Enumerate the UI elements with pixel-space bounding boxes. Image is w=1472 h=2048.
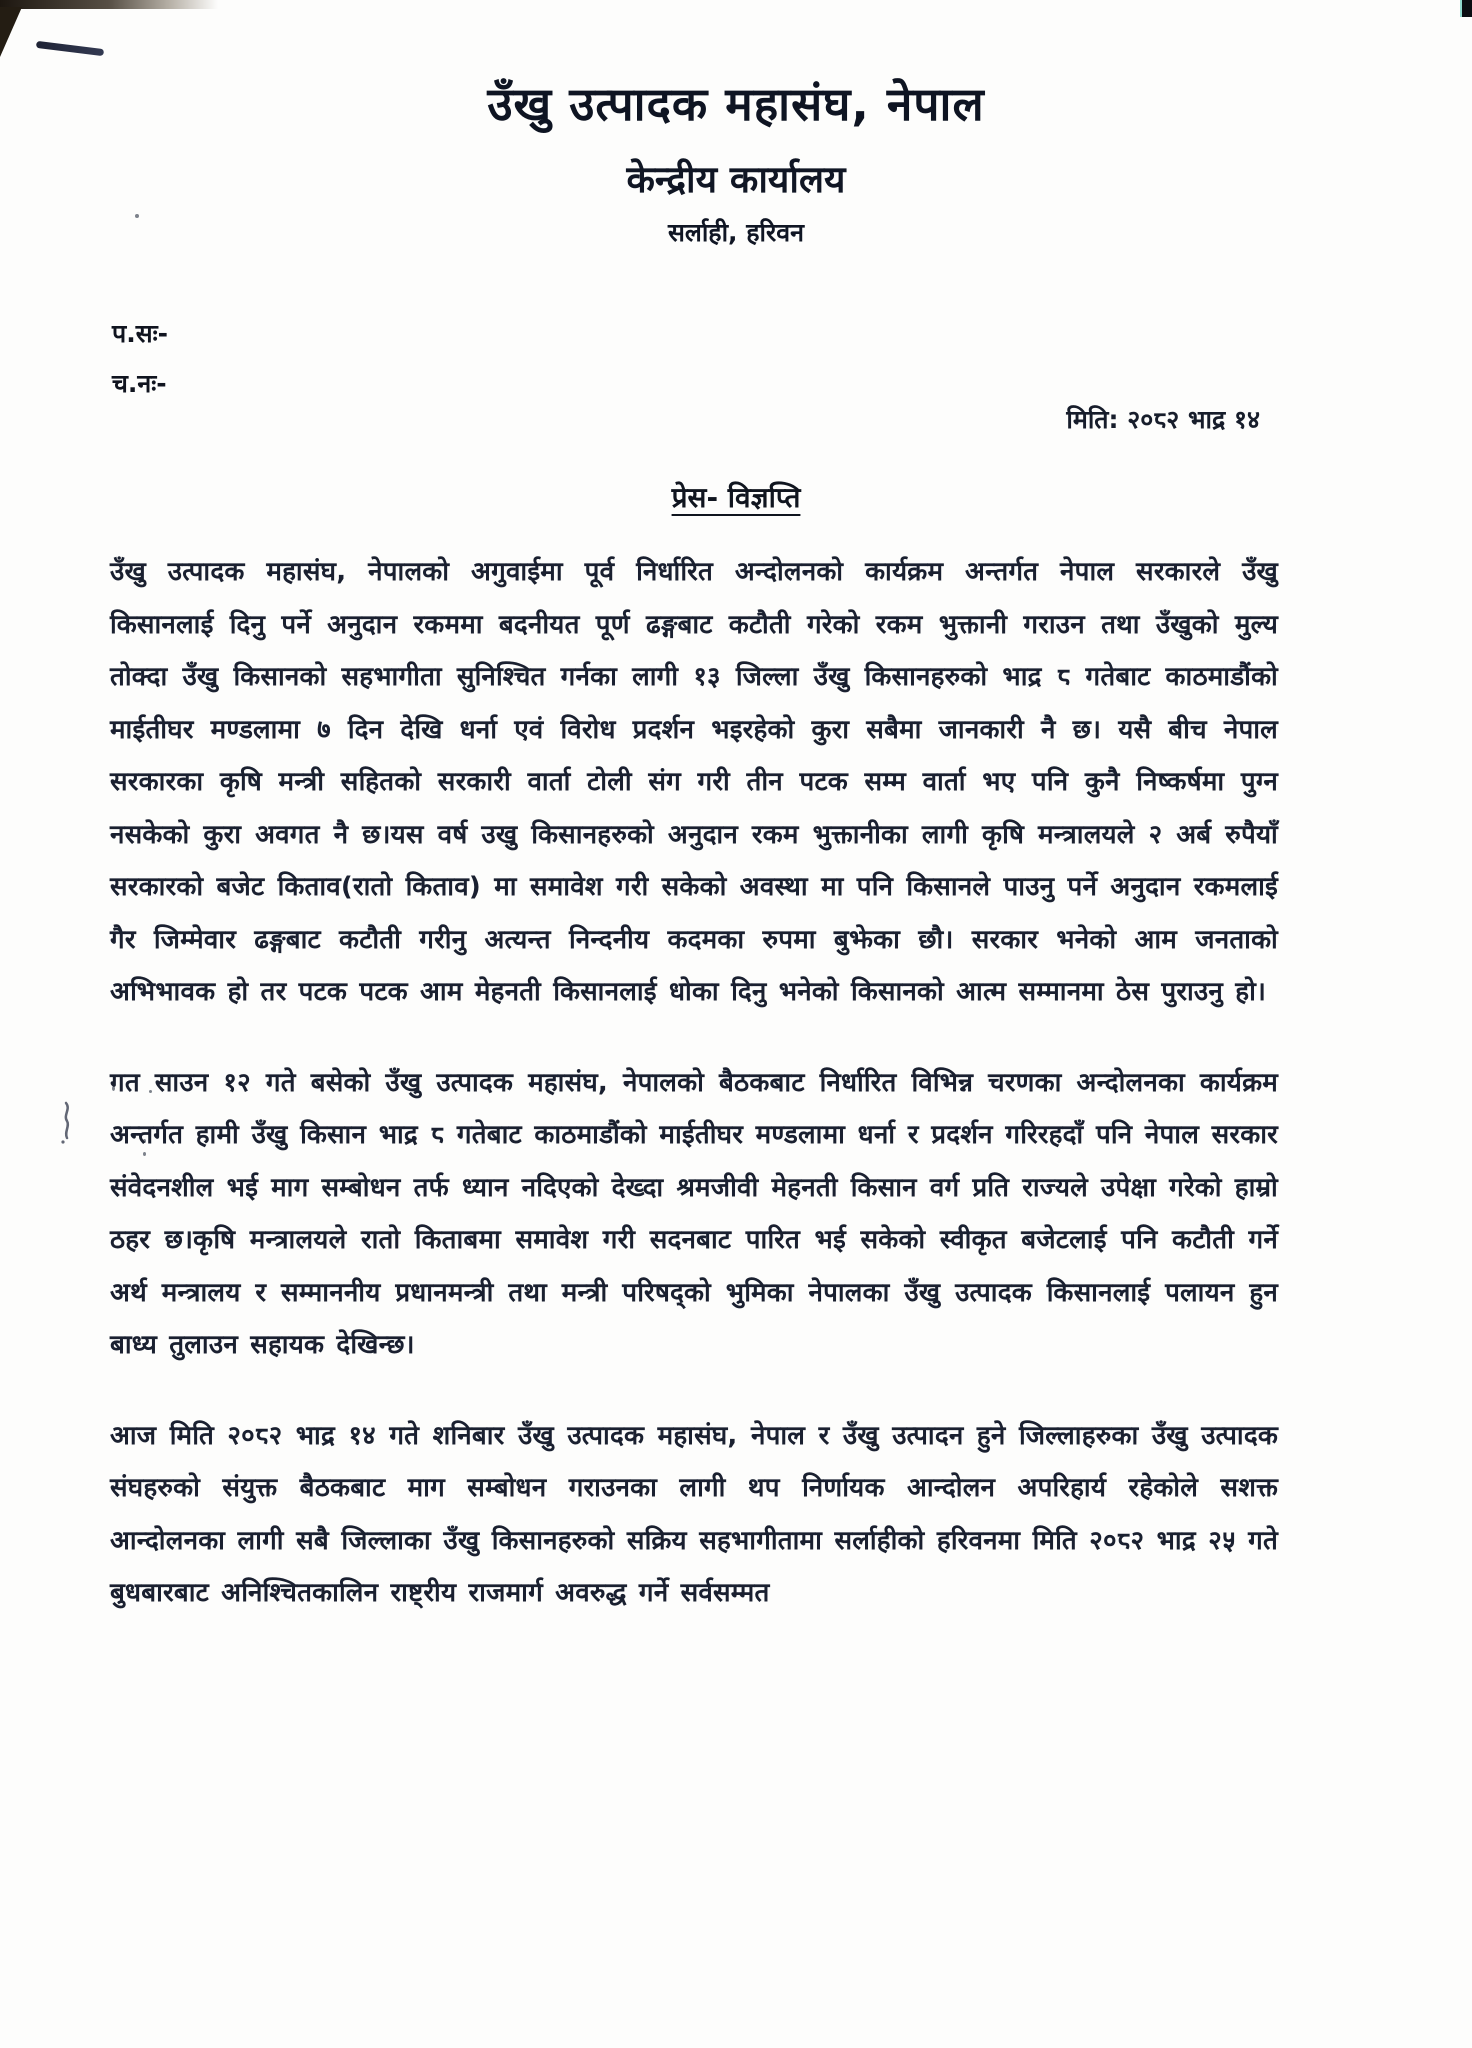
paragraph-2: गत साउन १२ गते बसेको उँखु उत्पादक महासंघ, नेपालको बैठकबाट निर्धारित विभिन्न चरणका अन्दोलनका कार्यक्रम अन्तर्गत हामी उँखु किसान भाद्र ८ गतेबाट काठमाडौंको माईतीघर मण्डलामा धर्ना र प्रदर्शन गरिरहदाँ पनि नेपाल सरकार संवेदनशील भई माग सम्बोधन तर्फ ध्यान नदिएको देख्दा श्रमजीवी मेहनती किसान वर्ग प्रति राज्यले उपेक्षा गरेको हाम्रो ठहर छ।कृषि मन्त्रालयले रातो किताबमा समावेश गरी सदनबाट पारित भई सकेको स्वीकृत बजेटलाई पनि कटौती गर्ने अर्थ मन्त्रालय र सम्माननीय प्रधानमन्त्री तथा मन्त्री परिषद्को भुमिका नेपालका उँखु उत्पादक किसानलाई पलायन हुन बाध्य तुलाउन सहायक देखिन्छ। bbox=[110, 1067, 1278, 1360]
ref-no-label: प.सः- bbox=[112, 319, 169, 348]
press-release-heading bbox=[0, 478, 1472, 516]
document-body bbox=[110, 546, 1278, 1658]
scan-artifact-top-right bbox=[1460, 0, 1472, 17]
dispatch-no-label: च.नः- bbox=[112, 369, 167, 398]
scan-artifact-top-left bbox=[0, 7, 22, 57]
scan-edge-shadow bbox=[0, 0, 218, 9]
organization-name: उँखु उत्पादक महासंघ, नेपाल bbox=[487, 77, 985, 131]
paragraph-1: उँखु उत्पादक महासंघ, नेपालको अगुवाईमा पूर्व निर्धारित अन्दोलनको कार्यक्रम अन्तर्गत नेपाल सरकारले उँखु किसानलाई दिनु पर्ने अनुदान रकममा बदनीयत पूर्ण ढङ्गबाट कटौती गरेको रकम भुक्तानी गराउन तथा उँखुको मुल्य तोक्दा उँखु किसानको सहभागीता सुनिश्चित गर्नका लागी १३ जिल्ला उँखु किसानहरुको भाद्र ८ गतेबाट काठमाडौंको माईतीघर मण्डलामा ७ दिन देखि धर्ना एवं विरोध प्रदर्शन भइरहेको कुरा सबैमा जानकारी नै छ। यसै बीच नेपाल सरकारका कृषि मन्त्री सहितको सरकारी वार्ता टोली संग गरी तीन पटक सम्म वार्ता भए पनि कुनै निष्कर्षमा पुग्न नसकेको कुरा अवगत नै छ।यस वर्ष उखु किसानहरुको अनुदान रकम भुक्तानीका लागी कृषि मन्त्रालयले २ अर्ब रुपैयाँ सरकारको बजेट किताव(रातो किताव) मा समावेश गरी सकेको अवस्था मा पनि किसानले पाउनु पर्ने अनुदान रकमलाई गैर जिम्मेवार ढङ्गबाट कटौती गरीनु अत्यन्त निन्दनीय कदमका रुपमा बुझेका छौ। सरकार भनेको आम जनताको अभिभावक हो तर पटक पटक आम मेहनती किसानलाई धोका दिनु भनेको किसानको आत्म सम्मानमा ठेस पुराउनु हो। bbox=[110, 557, 1278, 1007]
office-name: केन्द्रीय कार्यालय bbox=[626, 158, 846, 201]
paragraph-3: आज मिति २०८२ भाद्र १४ गते शनिबार उँखु उत्पादक महासंघ, नेपाल र उँखु उत्पादन हुने जिल्लाहरुका उँखु उत्पादक संघहरुको संयुक्त बैठकबाट माग सम्बोधन गराउनका लागी थप निर्णायक आन्दोलन अपरिहार्य रहेकोले सशक्त आन्दोलनका लागी सबै जिल्लाका उँखु किसानहरुको सक्रिय सहभागीतामा सर्लाहीको हरिवनमा मिति २०८२ भाद्र २५ गते बुधबारबाट अनिश्चितकालिन राष्ट्रीय राजमार्ग अवरुद्ध गर्ने सर्वसम्मत bbox=[110, 1420, 1278, 1608]
pen-stroke-mark bbox=[36, 41, 104, 56]
office-location: सर्लाही, हरिवन bbox=[667, 218, 805, 247]
document-date: मिति: २०८२ भाद्र १४ bbox=[1066, 405, 1260, 434]
press-release-heading-text: प्रेस- विज्ञप्ति bbox=[671, 481, 801, 514]
margin-ink-squiggle bbox=[57, 1100, 79, 1146]
